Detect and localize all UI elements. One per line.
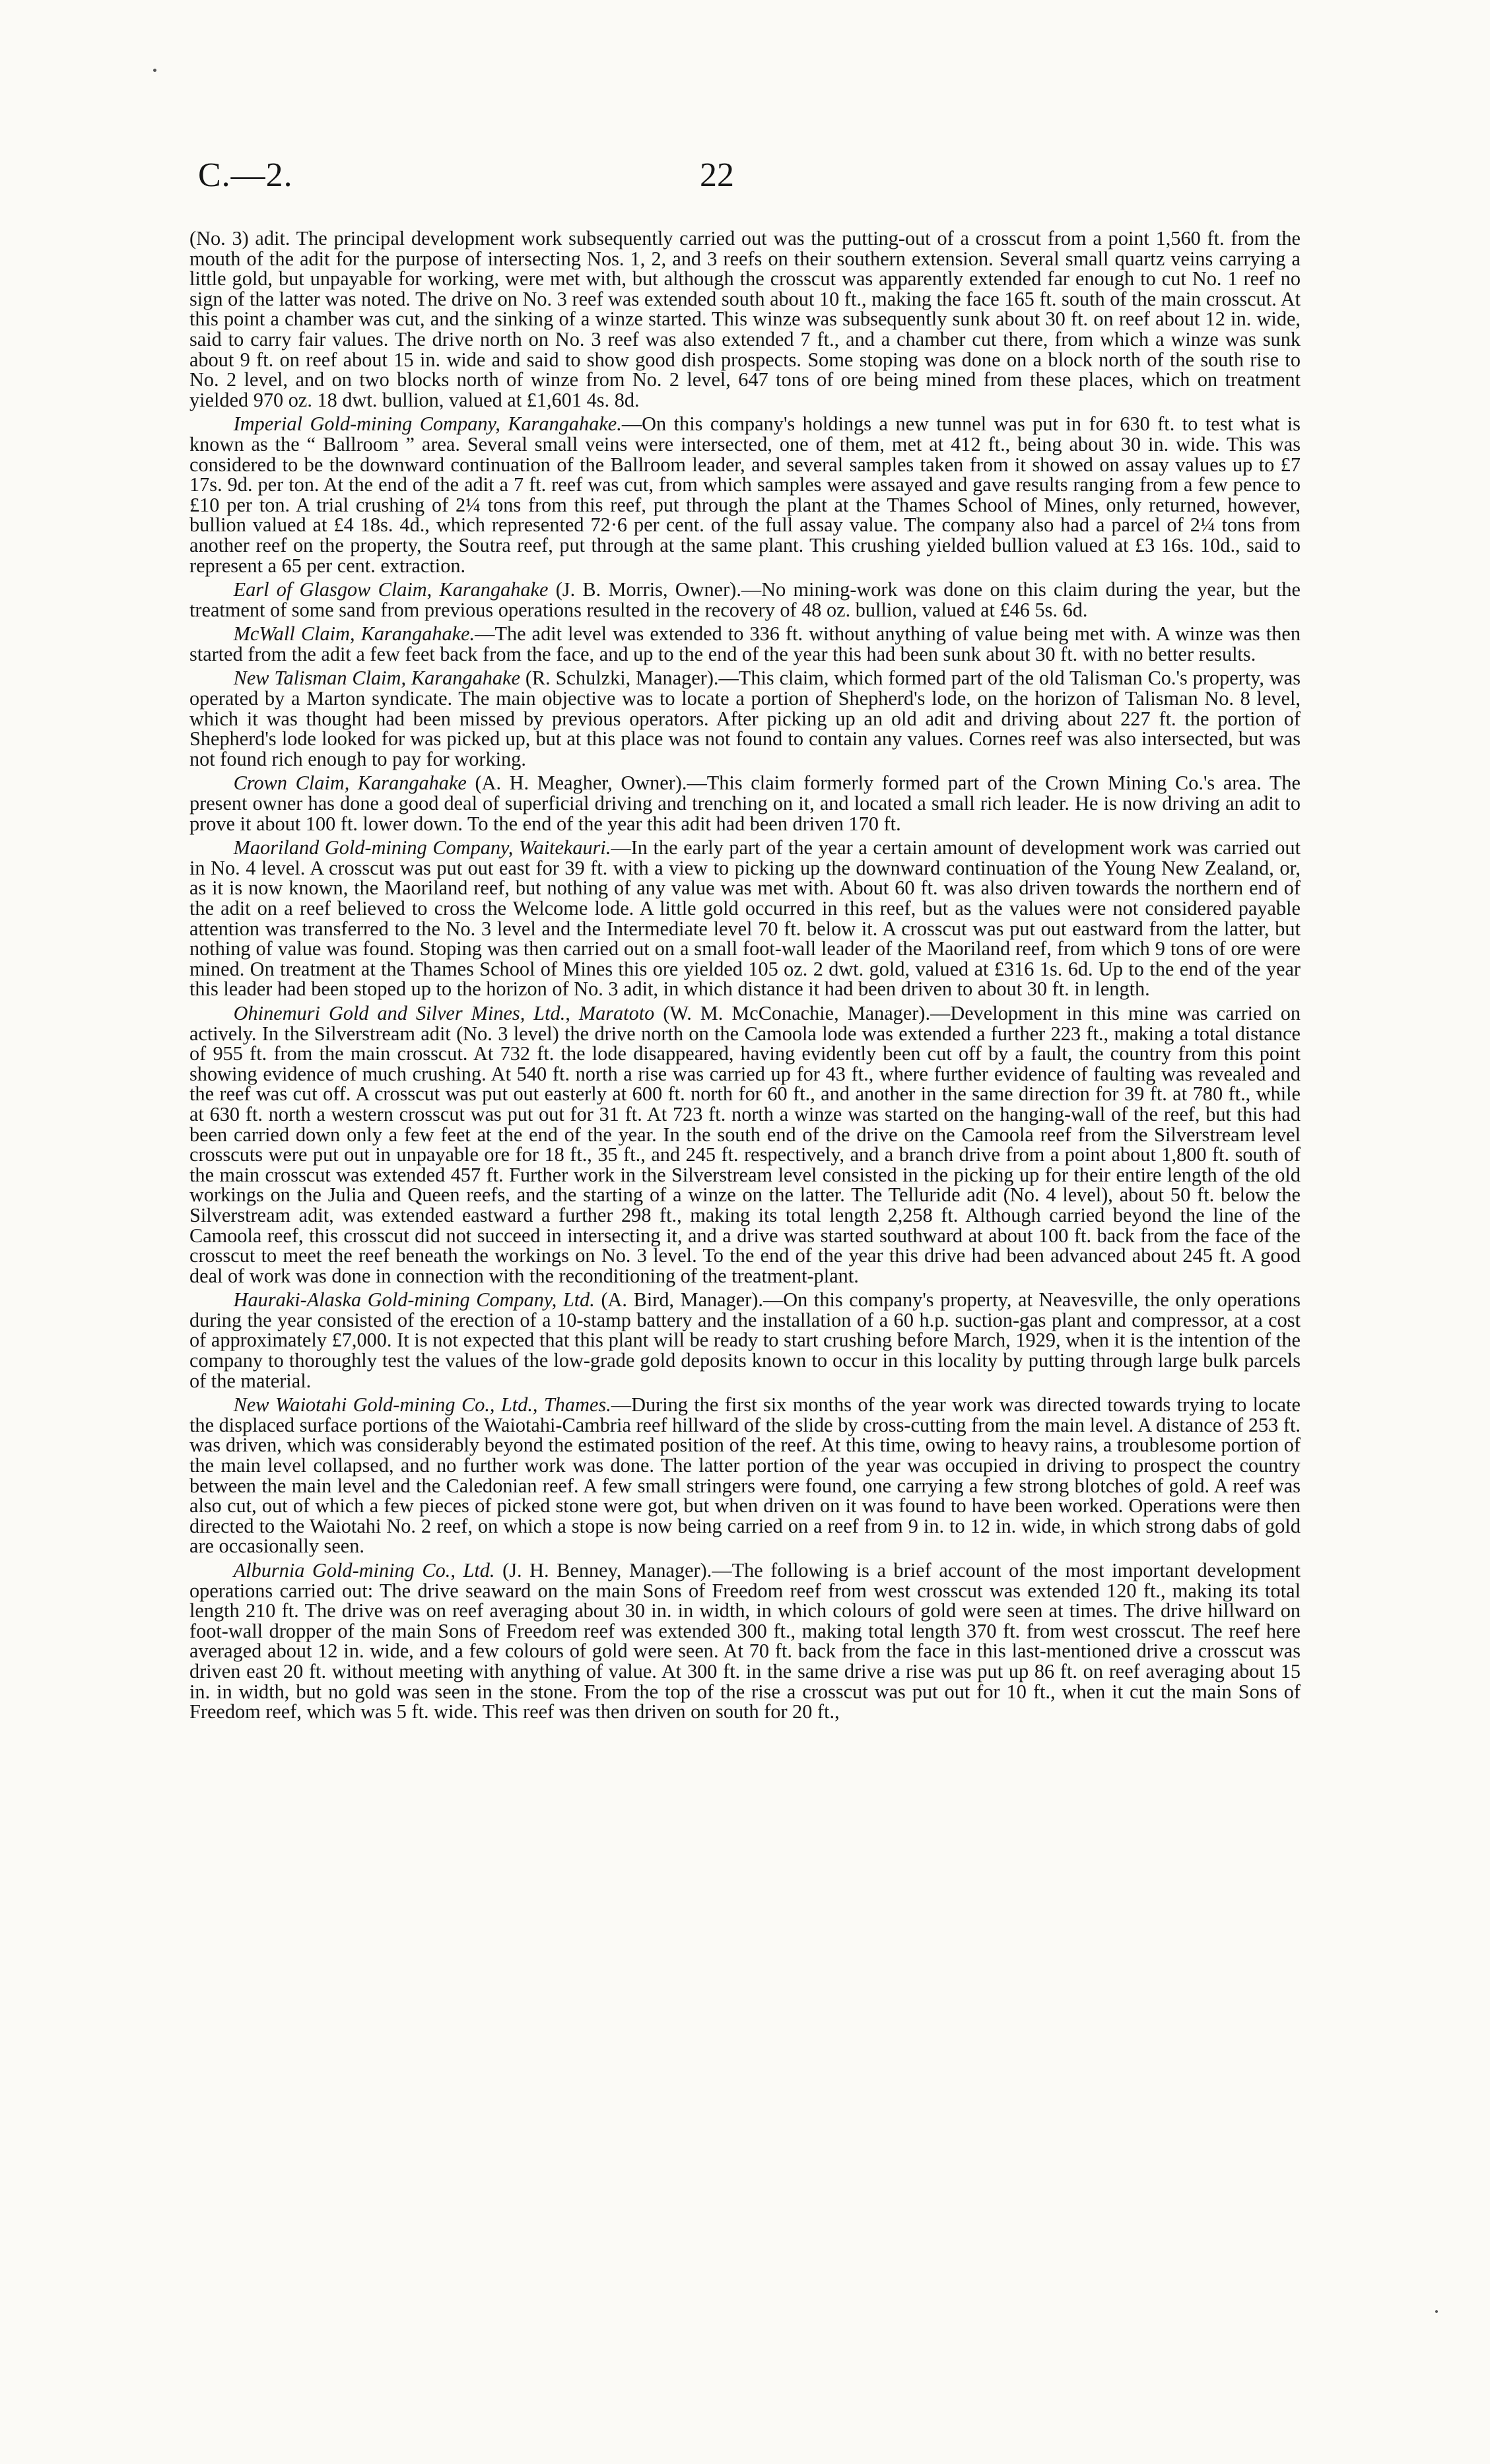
paragraph-imperial <box>189 414 1301 576</box>
scan-speck <box>153 69 156 72</box>
section-title: Hauraki-Alaska Gold-mining Company, Ltd. <box>233 1288 595 1312</box>
body-text <box>189 228 1301 1726</box>
paragraph-text: —During the first six months of the year work was directed towards trying to locate the displaced surface portions of the Waiotahi-Cambria reef hillward of the slide by cross-cutting from the main level. A distance of 253 ft. was driven, which was considerably beyond the estimated position of the reef. At this time, owing to heavy rains, a troublesome portion of the main level collapsed, and no further work was done. The latter portion of the year was occupied in driving to prospect the country between the main level and the Caledonian reef. A few small stringers were found, one carrying a few strong blotches of gold. A reef was also cut, out of which a few pieces of picked stone were got, but when driven on it was found to have been worked. Operations were then directed to the Waiotahi No. 2 reef, on which a stope is now being carried on a reef from 9 in. to 12 in. wide, in which strong dabs of gold are occasionally seen. <box>189 1393 1301 1558</box>
page-number: 22 <box>700 156 734 194</box>
paragraph-hauraki-alaska <box>189 1290 1301 1391</box>
scan-speck <box>1435 2310 1438 2313</box>
section-title: Crown Claim, Karangahake <box>233 772 467 795</box>
paragraph-ohinemuri <box>189 1003 1301 1286</box>
section-title: Maoriland Gold-mining Company, Waitekauri. <box>233 836 611 859</box>
paragraph-text: (J. H. Benney, Manager).—The following is a brief account of the most important development operations carried out: The drive seaward on the main Sons of Freedom reef from west crosscut was extended 120 ft., making its total length 210 ft. The drive was on reef averaging about 30 in. in width, in which colours of gold were seen at times. The drive hillward on foot-wall dropper of the main Sons of Freedom reef was extended 300 ft., making total length 370 ft. from west crosscut. The reef here averaged about 12 in. wide, and a few colours of gold were seen. At 70 ft. back from the face in this last-mentioned drive a crosscut was driven east 20 ft. without meeting with anything of value. At 300 ft. in the same drive a rise was put up 86 ft. on reef averaging about 15 in. in width, but no gold was seen in the stone. From the top of the rise a crosscut was put out for 10 ft., when it cut the main Sons of Freedom reef, which was 5 ft. wide. This reef was then driven on south for 20 ft., <box>189 1559 1301 1723</box>
paragraph-text: (A. Bird, Manager).—On this company's property, at Neavesville, the only operations during the year consisted of the erection of a 10-stamp battery and the installation of a 60 h.p. suction-gas plant and compressor, at a cost of approximately £7,000. It is not expected that this plant will be ready to start crushing before March, 1929, when it is the intention of the company to thoroughly test the values of the low-grade gold deposits known to occur in this locality by putting through large bulk parcels of the material. <box>189 1288 1301 1392</box>
paragraph-text: (J. B. Morris, Owner).—No mining-work was done on this claim during the year, but the treatment of some sand from previous operations resulted in the recovery of 48 oz. bullion, valued at £46 5s. 6d. <box>189 578 1301 621</box>
paragraph-new-waiotahi <box>189 1395 1301 1556</box>
section-title: New Waiotahi Gold-mining Co., Ltd., Thames. <box>233 1393 611 1416</box>
paragraph-text: (W. M. McConachie, Manager).—Development in this mine was carried on actively. In the Silverstream adit (No. 3 level) the drive north on the Camoola lode was extended a further 223 ft., making a total distance of 955 ft. from the main crosscut. At 732 ft. the lode disappeared, having evidently been cut off by a fault, the country from this point showing evidence of much crushing. At 540 ft. north a rise was carried up for 43 ft., where further evidence of faulting was revealed and the reef was cut off. A crosscut was put out easterly at 600 ft. north for 60 ft., and another in the same direction for 39 ft. at 780 ft., while at 630 ft. north a western crosscut was put out for 31 ft. At 723 ft. north a winze was started on the hanging-wall of the reef, but this had been carried down only a few feet at the end of the year. In the south end of the drive on the Camoola reef from the Silverstream level crosscuts were put out in unpayable ore for 18 ft., 35 ft., and 245 ft. respectively, and a branch drive from a point about 1,800 ft. south of the main crosscut was extended 457 ft. Further work in the Silverstream level consisted in the picking up for their entire length of the old workings on the Julia and Queen reefs, and the starting of a winze on the latter. The Telluride adit (No. 4 level), about 50 ft. below the Silverstream adit, was extended eastward a further 298 ft., making its total length 2,258 ft. Although carried beyond the line of the Camoola reef, this crosscut did not succeed in intersecting it, and a drive was started southward at about 100 ft. back from the face of the crosscut to meet the reef beneath the workings on No. 3 level. To the end of the year this drive had been advanced about 245 ft. A good deal of work was done in connection with the reconditioning of the treatment-plant. <box>189 1001 1301 1287</box>
paragraph-text: —In the early part of the year a certain amount of development work was carried out in No. 4 level. A crosscut was put out east for 39 ft. with a view to picking up the downward continuation of the Young New Zealand, or, as it is now known, the Maoriland reef, but nothing of any value was met with. About 60 ft. was also driven towards the northern end of the adit on a reef believed to cross the Welcome lode. A little gold occurred in this reef, but as the values were not considered payable attention was transferred to the No. 3 level and the Intermediate level 70 ft. below it. A crosscut was put out eastward from the latter, but nothing of value was found. Stoping was then carried out on a small foot-wall leader of the Maoriland reef, from which 9 tons of ore were mined. On treatment at the Thames School of Mines this ore yielded 105 oz. 2 dwt. gold, valued at £316 1s. 6d. Up to the end of the year this leader had been stoped up to the horizon of No. 3 adit, in which distance it had been driven to about 30 ft. in length. <box>189 836 1301 1001</box>
paragraph-text: (A. H. Meagher, Owner).—This claim formerly formed part of the Crown Mining Co.'s area. The present owner has done a good deal of superficial driving and trenching on it, and located a small rich leader. He is now driving an adit to prove it about 100 ft. lower down. To the end of the year this adit had been driven 170 ft. <box>189 772 1301 835</box>
section-title: Alburnia Gold-mining Co., Ltd. <box>233 1559 495 1582</box>
section-title: Imperial Gold-mining Company, Karangahake. <box>233 413 622 436</box>
paragraph-maoriland <box>189 838 1301 999</box>
paragraph-new-talisman <box>189 668 1301 769</box>
paragraph-crown-claim <box>189 773 1301 834</box>
paragraph-text: (R. Schulzki, Manager).—This claim, which formed part of the old Talisman Co.'s property, was operated by a Marton syndicate. The main objective was to locate a portion of Shepherd's lode, on the horizon of Talisman No. 8 level, which it was thought had been missed by previous operators. After picking up an old adit and driving about 227 ft. the portion of Shepherd's lode looked for was picked up, but at this place was not found to contain any values. Cornes reef was also intersected, but was not found rich enough to pay for working. <box>189 667 1301 770</box>
paragraph-text: (No. 3) adit. The principal development work subsequently carried out was the putting-out of a crosscut from a point 1,560 ft. from the mouth of the adit for the purpose of intersecting Nos. 1, 2, and 3 reefs on their southern extension. Several small quartz veins carrying a little gold, but unpayable for working, were met with, but although the crosscut was apparently extended far enough to cut No. 1 reef no sign of the latter was noted. The drive on No. 3 reef was extended south about 10 ft., making the face 165 ft. south of the main crosscut. At this point a chamber was cut, and the sinking of a winze started. This winze was subsequently sunk about 30 ft. on reef about 12 in. wide, said to carry fair values. The drive north on No. 3 reef was also extended 7 ft., and a chamber cut there, from which a winze was sunk about 9 ft. on reef about 15 in. wide and said to show good dish prospects. Some stoping was done on a block north of the south rise to No. 2 level, and on two blocks north of winze from No. 2 level, 647 tons of ore being mined from these places, which on treatment yielded 970 oz. 18 dwt. bullion, valued at £1,601 4s. 8d. <box>189 227 1301 411</box>
document-reference: C.—2. <box>198 156 293 194</box>
section-title: Ohinemuri Gold and Silver Mines, Ltd., Maratoto <box>233 1001 655 1024</box>
paragraph-alburnia <box>189 1560 1301 1722</box>
section-title: Earl of Glasgow Claim, Karangahake <box>233 578 549 601</box>
paragraph-text: —On this company's holdings a new tunnel was put in for 630 ft. to test what is known as the “ Ballroom ” area. Several small veins were intersected, one of them, met at 412 ft., being about 30 in. wide. This was considered to be the downward continuation of the Ballroom leader, and several samples taken from it showed on assay values up to £7 17s. 9d. per ton. At the end of the adit a 7 ft. reef was cut, from which samples were assayed and gave results ranging from a few pence to £10 per ton. A trial crushing of 2¼ tons from this reef, put through the plant at the Thames School of Mines, only returned, however, bullion valued at £4 18s. 4d., which represented 72·6 per cent. of the full assay value. The company also had a parcel of 2¼ tons from another reef on the property, the Soutra reef, put through at the same plant. This crushing yielded bullion valued at £3 16s. 10d., said to represent a 65 per cent. extraction. <box>189 413 1301 577</box>
paragraph-mcwall <box>189 624 1301 664</box>
section-title: New Talisman Claim, Karangahake <box>233 667 520 690</box>
paragraph-earl-of-glasgow <box>189 580 1301 620</box>
section-title: McWall Claim, Karangahake. <box>233 622 475 646</box>
paragraph-continuation <box>189 228 1301 410</box>
paragraph-text: —The adit level was extended to 336 ft. without anything of value being met with. A winze was then started from the adit a few feet back from the face, and up to the end of the year this had been sunk about 30 ft. with no better results. <box>189 622 1301 665</box>
